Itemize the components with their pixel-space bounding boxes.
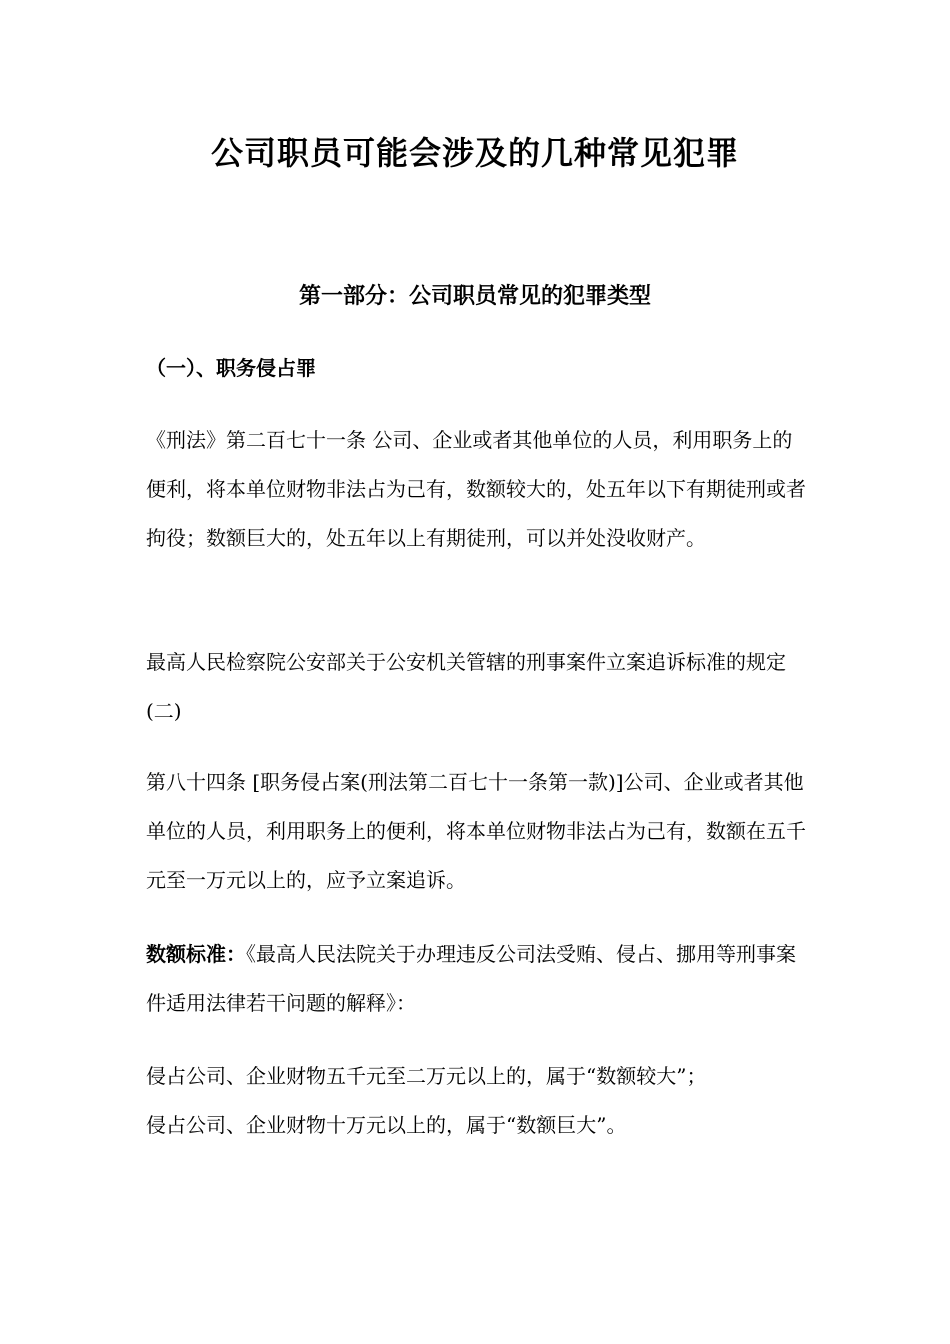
amount-standard-label: 数额标准： [146, 942, 246, 966]
threshold-huge-amount: 侵占公司、企业财物十万元以上的，属于“数额巨大”。 [146, 1113, 627, 1137]
amount-standard-text: 《最高人民法院关于办理违反公司法受贿、侵占、挪用等刑事案件适用法律若干问题的解释》： [146, 942, 796, 1015]
threshold-large-amount: 侵占公司、企业财物五千元至二万元以上的，属于“数额较大”； [146, 1064, 707, 1088]
paragraph-amount-thresholds [146, 1052, 811, 1150]
paragraph-prosecution-standard: 最高人民检察院公安部关于公安机关管辖的刑事案件立案追诉标准的规定(二) [146, 650, 786, 723]
paragraph-criminal-law-article: 《刑法》第二百七十一条 公司、企业或者其他单位的人员，利用职务上的便利，将本单位财物非法占为己有，数额较大的，处五年以下有期徒刑或者拘役；数额巨大的，处五年以上有期徒刑，可以并处没收财产。 [146, 428, 806, 550]
subsection-title: （一）、职务侵占罪 [146, 356, 316, 380]
section-title: 第一部分：公司职员常见的犯罪类型 [298, 283, 651, 309]
paragraph-article-84: 第八十四条 [职务侵占案(刑法第二百七十一条第一款)]公司、企业或者其他单位的人员，利用职务上的便利，将本单位财物非法占为己有，数额在五千元至一万元以上的，应予立案追诉。 [146, 770, 806, 892]
document-title: 公司职员可能会涉及的几种常见犯罪 [210, 134, 739, 172]
paragraph-amount-standard [146, 930, 811, 1028]
